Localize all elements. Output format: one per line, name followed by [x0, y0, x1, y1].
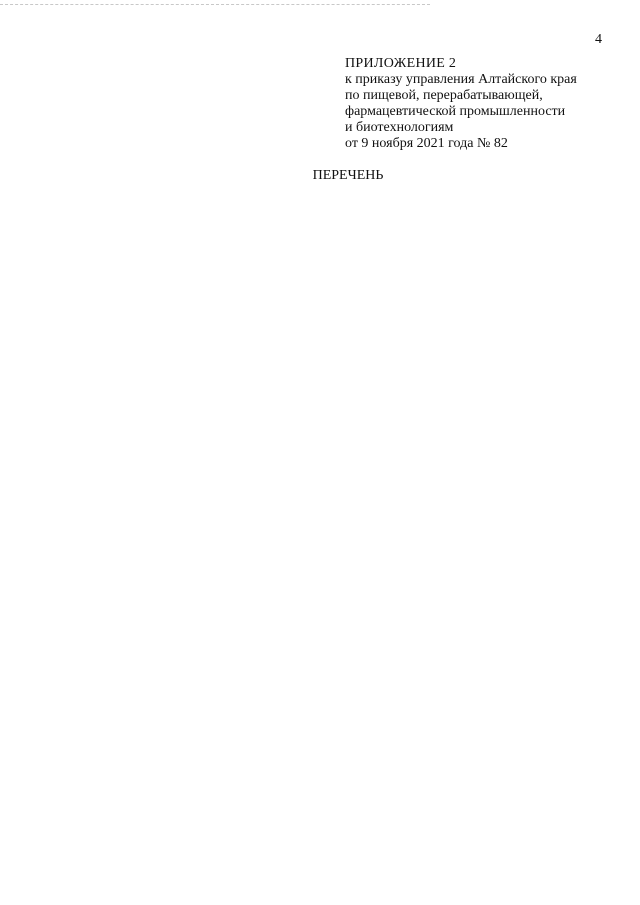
list-item — [95, 274, 603, 291]
list-item — [95, 350, 603, 367]
appendix-label: ПРИЛОЖЕНИЕ 2 — [345, 56, 457, 71]
appendix-date-line: от 9 ноября 2021 года № 82 — [345, 136, 508, 151]
list-item — [95, 255, 603, 272]
page-number: 4 — [595, 32, 602, 47]
list-item — [95, 293, 603, 310]
appendix-line: и биотехнологиям — [345, 120, 454, 135]
list-item — [95, 407, 603, 424]
list-item — [95, 369, 603, 386]
document-heading: ПЕРЕЧЕНЬ — [312, 168, 384, 183]
list-item — [95, 388, 603, 405]
document-body — [95, 255, 603, 445]
appendix-block — [345, 56, 615, 152]
appendix-line: к приказу управления Алтайского края — [345, 72, 577, 87]
list-item — [95, 312, 603, 329]
appendix-line: по пищевой, перерабатывающей, — [345, 88, 543, 103]
scan-artifact-line — [0, 4, 430, 5]
document-title-block — [88, 168, 608, 184]
appendix-line: фармацевтической промышленности — [345, 104, 566, 119]
list-item — [95, 331, 603, 348]
list-item — [95, 426, 603, 443]
